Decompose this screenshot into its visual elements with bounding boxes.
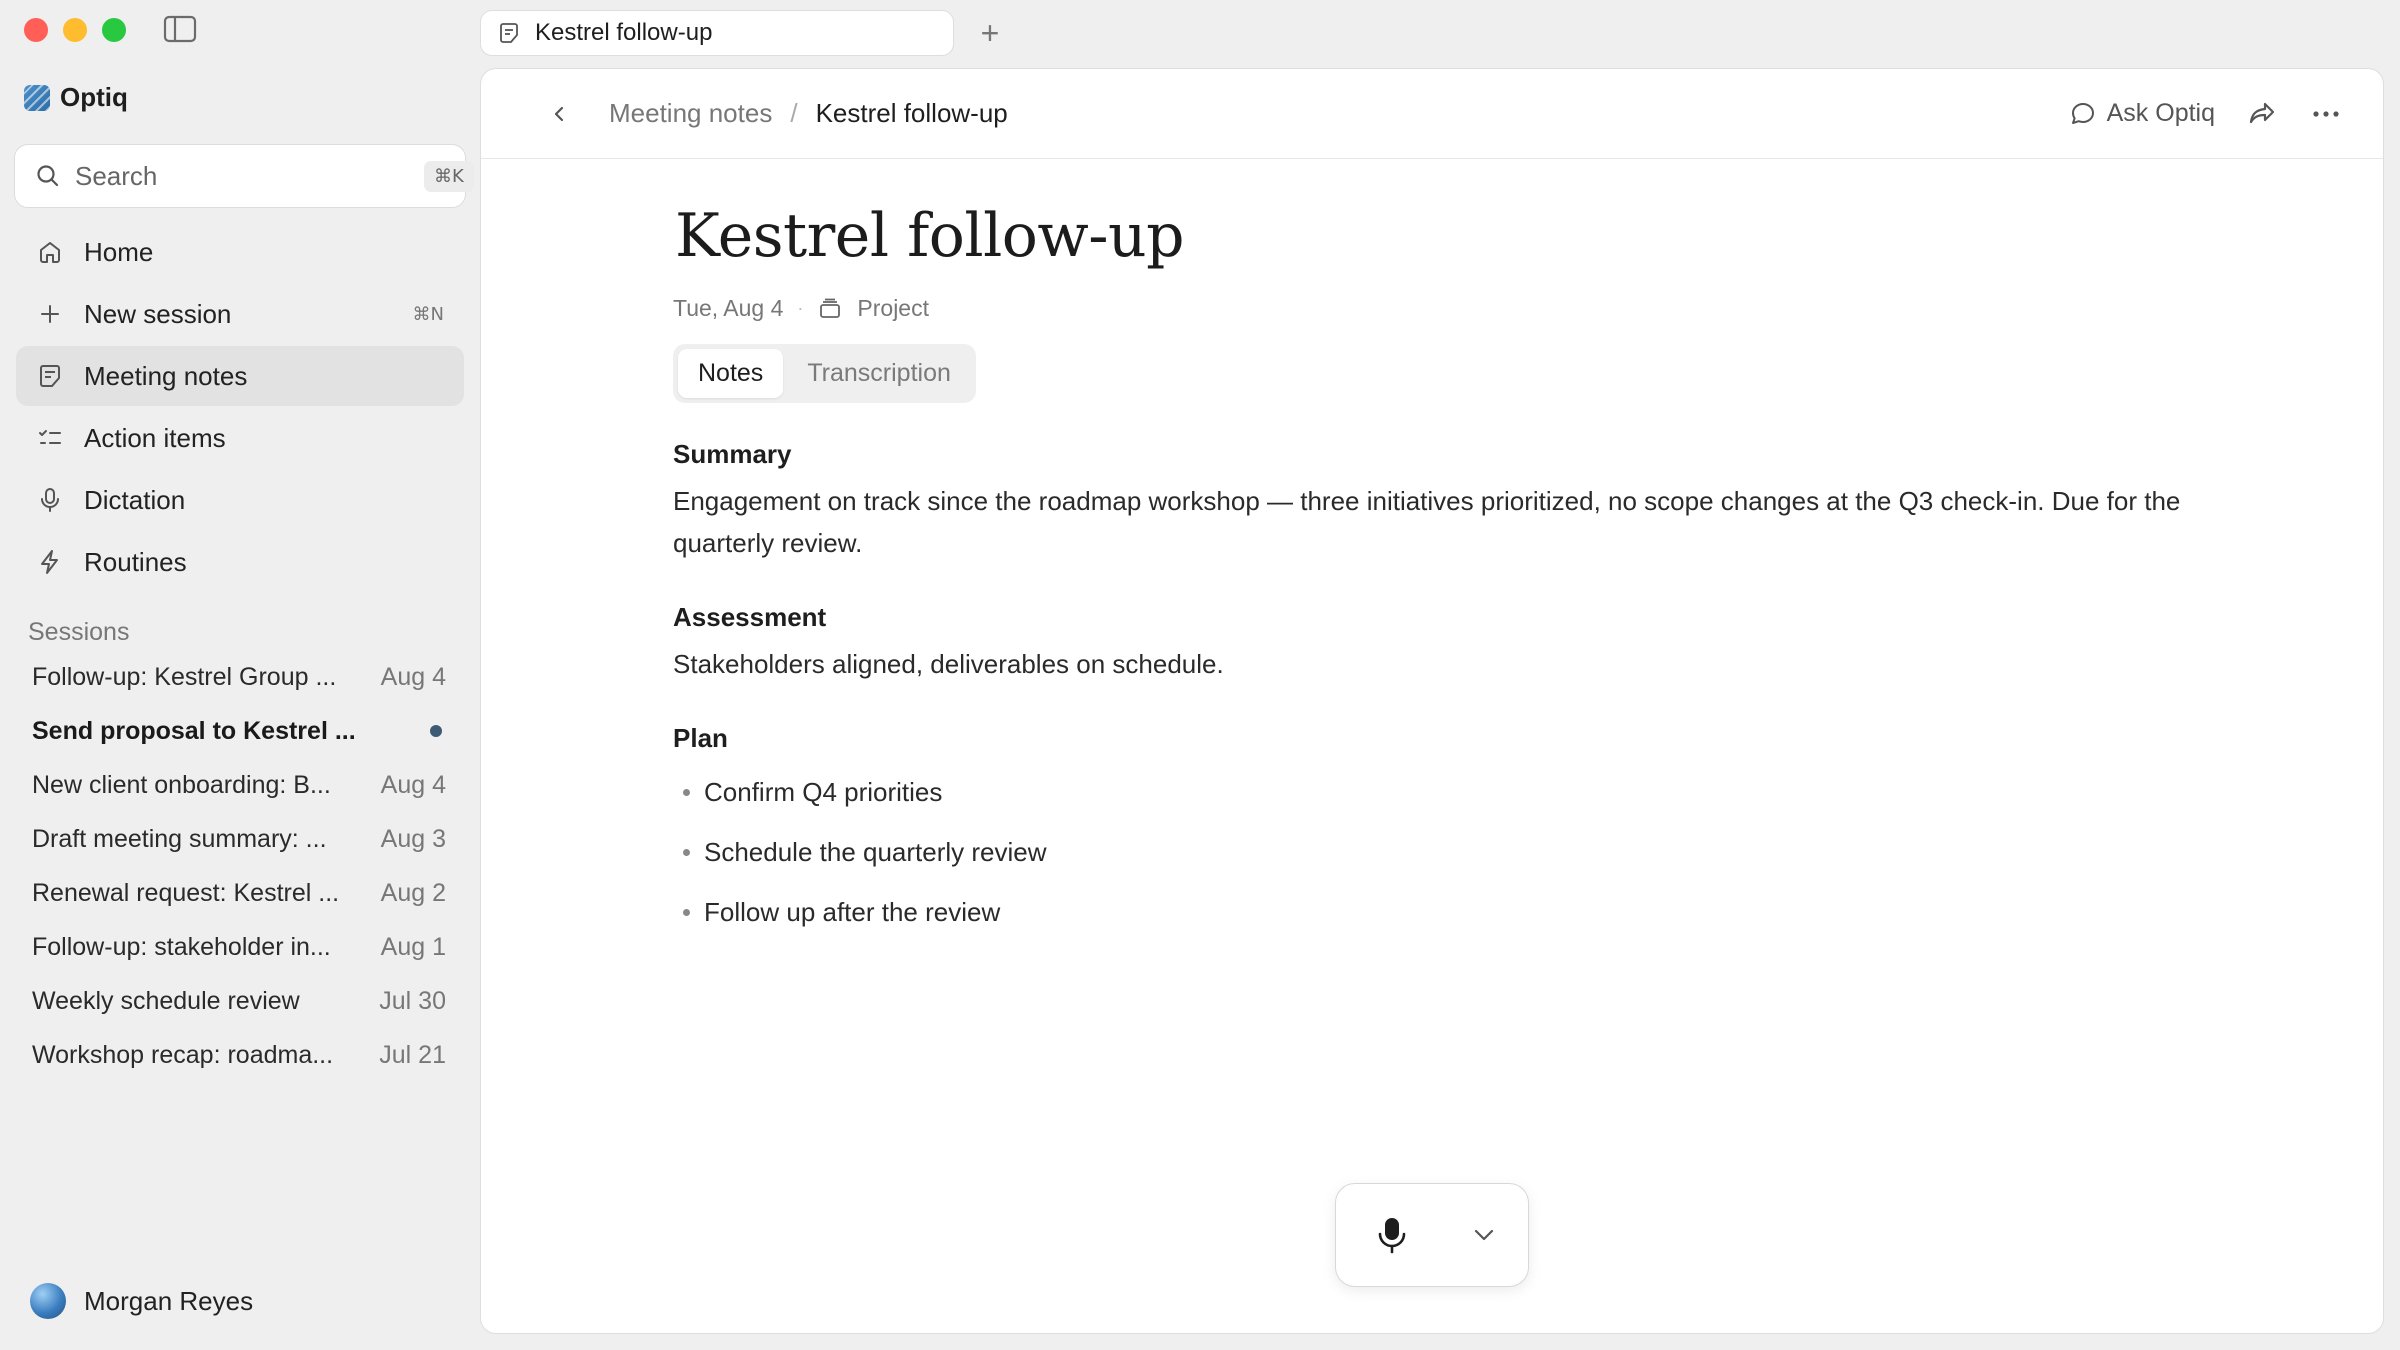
plan-item-text: Schedule the quarterly review — [704, 836, 1047, 867]
session-title: New client onboarding: B... — [32, 770, 331, 799]
session-item[interactable] — [16, 920, 464, 974]
chevron-left-icon — [550, 104, 570, 124]
chat-bubble-icon — [2069, 100, 2097, 128]
search-input[interactable] — [75, 161, 410, 192]
bullet-icon — [683, 849, 690, 856]
list-item[interactable] — [673, 822, 2233, 882]
session-date: Jul 30 — [379, 986, 446, 1015]
session-title: Follow-up: Kestrel Group ... — [32, 662, 337, 691]
summary-heading: Summary — [673, 439, 792, 469]
session-title: Workshop recap: roadma... — [32, 1040, 334, 1069]
plan-item-text: Confirm Q4 priorities — [704, 776, 943, 807]
document — [673, 159, 2233, 942]
chevron-down-icon[interactable] — [1470, 1221, 1498, 1249]
session-title: Draft meeting summary: ... — [32, 824, 327, 853]
session-date: Aug 4 — [380, 662, 446, 691]
search-box[interactable] — [14, 144, 466, 208]
share-button[interactable] — [2245, 97, 2279, 131]
document-date[interactable]: Tue, Aug 4 — [673, 295, 784, 321]
notes-icon — [36, 362, 64, 390]
recording-control — [1335, 1183, 1529, 1287]
tab-bar — [480, 10, 1010, 56]
session-item[interactable] — [16, 974, 464, 1028]
sidebar-toggle-icon[interactable] — [162, 14, 198, 44]
new-session-shortcut: ⌘N — [412, 303, 444, 325]
session-item[interactable] — [16, 812, 464, 866]
user-name: Morgan Reyes — [84, 1285, 254, 1316]
top-bar-actions — [2069, 97, 2343, 131]
project-label[interactable]: Project — [857, 295, 929, 321]
optiq-logo-icon — [24, 85, 50, 111]
minimize-window-button[interactable] — [63, 18, 87, 42]
lightning-icon — [36, 548, 64, 576]
bullet-icon — [683, 789, 690, 796]
sidebar-item-action-items[interactable] — [16, 408, 464, 468]
window-controls — [24, 18, 126, 42]
plus-icon — [36, 300, 64, 328]
list-item[interactable] — [673, 882, 2233, 942]
checklist-icon — [36, 424, 64, 452]
microphone-icon[interactable] — [1374, 1215, 1410, 1255]
project-folder-icon — [817, 296, 843, 322]
session-title: Send proposal to Kestrel ... — [32, 716, 356, 745]
sidebar-item-routines[interactable] — [16, 532, 464, 592]
page-title[interactable]: Kestrel follow-up — [675, 201, 1185, 271]
zoom-window-button[interactable] — [102, 18, 126, 42]
sidebar-item-new-session[interactable] — [16, 284, 464, 344]
close-window-button[interactable] — [24, 18, 48, 42]
brand[interactable] — [24, 82, 128, 113]
sidebar-item-label: Action items — [84, 422, 226, 453]
avatar — [30, 1283, 66, 1319]
plan-item-text: Follow up after the review — [704, 896, 1001, 927]
session-date: Aug 4 — [380, 770, 446, 799]
sidebar-item-meeting-notes[interactable] — [16, 346, 464, 406]
top-bar — [481, 69, 2383, 159]
session-item[interactable] — [16, 704, 464, 758]
search-shortcut-badge: ⌘K — [424, 161, 474, 192]
document-meta — [673, 295, 2233, 322]
session-date: Jul 21 — [379, 1040, 446, 1069]
note-icon — [497, 21, 521, 45]
session-item[interactable] — [16, 1028, 464, 1082]
sidebar-item-label: Home — [84, 236, 154, 267]
search-icon — [35, 163, 61, 189]
tab-notes[interactable]: Notes — [678, 349, 783, 398]
breadcrumb-current: Kestrel follow-up — [815, 98, 1008, 128]
share-icon — [2246, 98, 2278, 130]
sidebar-nav — [16, 222, 464, 594]
sidebar-item-label: New session — [84, 298, 232, 329]
assessment-text[interactable]: Stakeholders aligned, deliverables on schedule. — [673, 649, 1224, 679]
session-date: Aug 2 — [380, 878, 446, 907]
bullet-icon — [683, 909, 690, 916]
breadcrumb-separator: / — [790, 98, 798, 128]
microphone-icon — [36, 486, 64, 514]
ellipsis-icon — [2310, 98, 2342, 130]
home-icon — [36, 238, 64, 266]
ask-optiq-label: Ask Optiq — [2106, 99, 2215, 127]
session-item[interactable] — [16, 650, 464, 704]
plan-heading: Plan — [673, 723, 728, 753]
more-options-button[interactable] — [2309, 97, 2343, 131]
session-date: Aug 3 — [380, 824, 446, 853]
sessions-heading: Sessions — [28, 618, 130, 646]
session-date: Aug 1 — [380, 932, 446, 961]
list-item[interactable] — [673, 762, 2233, 822]
tab-transcription[interactable]: Transcription — [807, 359, 951, 387]
meta-separator: · — [797, 298, 804, 318]
session-title: Weekly schedule review — [32, 986, 300, 1015]
session-item[interactable] — [16, 758, 464, 812]
sidebar — [0, 70, 480, 1350]
ask-optiq-button[interactable] — [2069, 99, 2215, 128]
unread-indicator — [430, 725, 442, 737]
sidebar-item-home[interactable] — [16, 222, 464, 282]
session-title: Renewal request: Kestrel ... — [32, 878, 340, 907]
new-tab-button[interactable]: + — [980, 14, 1000, 51]
view-switcher — [673, 344, 976, 403]
sessions-list — [16, 650, 464, 1082]
summary-text[interactable]: Engagement on track since the roadmap workshop — three initiatives prioritized, no scope changes at the Q3 check-in. Due for the quarterly review. — [673, 486, 2181, 558]
breadcrumb — [609, 98, 1008, 129]
breadcrumb-meeting-notes[interactable]: Meeting notes — [609, 98, 773, 128]
sidebar-item-label: Dictation — [84, 484, 186, 515]
session-item[interactable] — [16, 866, 464, 920]
session-title: Follow-up: stakeholder in... — [32, 932, 331, 961]
back-button[interactable] — [545, 99, 575, 129]
sidebar-item-label: Routines — [84, 546, 187, 577]
sidebar-item-dictation[interactable] — [16, 470, 464, 530]
brand-name: Optiq — [60, 82, 128, 112]
sidebar-item-label: Meeting notes — [84, 360, 248, 391]
tab-title: Kestrel follow-up — [535, 19, 713, 46]
tab-kestrel-follow-up[interactable] — [480, 10, 954, 56]
assessment-heading: Assessment — [673, 602, 827, 632]
plan-list — [673, 762, 2233, 942]
user-profile[interactable] — [30, 1283, 253, 1319]
main-panel — [480, 68, 2384, 1334]
